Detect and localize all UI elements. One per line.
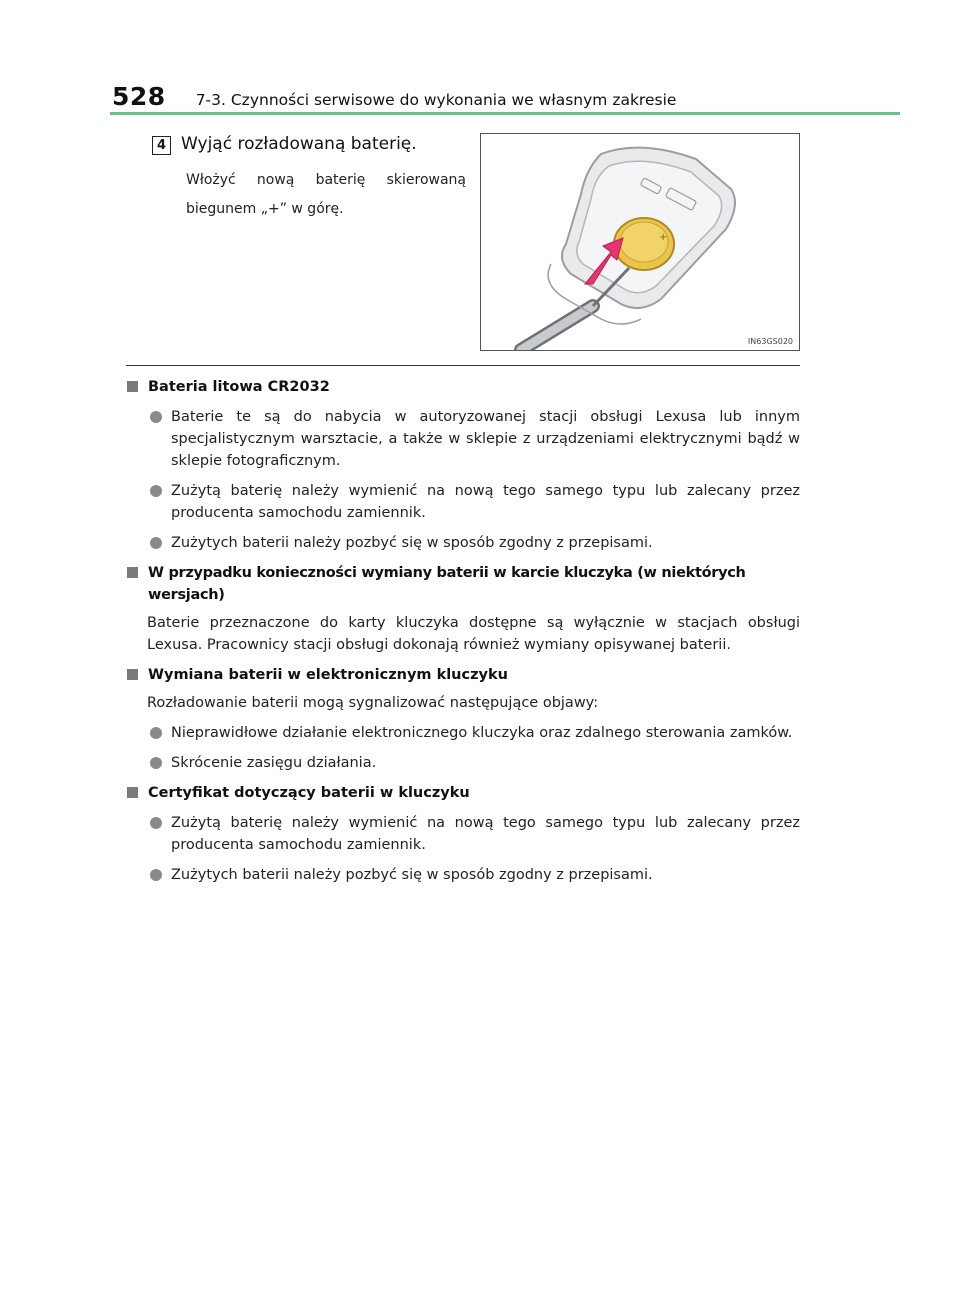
list-item [126,532,800,554]
list-item [126,722,800,744]
header-divider [110,112,900,115]
section-paragraph: Rozładowanie baterii mogą sygnalizować następujące objawy: [147,695,599,711]
section-title: W przypadku konieczności wymiany baterii w karcie kluczyka (w niektórych wersjach) [148,565,746,603]
section-title: Bateria litowa CR2032 [148,379,330,395]
step-number-badge: 4 [152,136,171,155]
key-fob-drawing [481,134,799,350]
square-bullet-icon [127,567,138,578]
section-divider [126,365,800,366]
circle-bullet-icon [150,537,162,549]
list-item [126,406,800,472]
section-heading [126,562,800,606]
section-heading [126,782,800,804]
circle-bullet-icon [150,485,162,497]
battery-plus-mark: + [659,232,668,243]
square-bullet-icon [127,787,138,798]
list-item-text: Zużytych baterii należy pozbyć się w sposób zgodny z przepisami. [171,535,653,551]
step-description: Włożyć nową baterię skierowaną biegunem „+” w górę. [186,172,466,217]
key-battery-illustration [480,133,800,351]
square-bullet-icon [127,669,138,680]
section-heading [126,376,800,398]
list-item-text: Skrócenie zasięgu działania. [171,755,377,771]
page-header [112,82,676,111]
section-paragraph: Baterie przeznaczone do karty kluczyka dostępne są wyłącznie w stacjach obsługi Lexusa. Pracownicy stacji obsługi dokonają również wymiany opisywanej baterii. [147,615,800,653]
section-title: Certyfikat dotyczący baterii w kluczyku [148,785,470,801]
circle-bullet-icon [150,411,162,423]
circle-bullet-icon [150,727,162,739]
square-bullet-icon [127,381,138,392]
list-item [126,812,800,856]
notes-section [126,376,800,886]
list-item [126,752,800,774]
circle-bullet-icon [150,869,162,881]
list-item-text: Zużytych baterii należy pozbyć się w sposób zgodny z przepisami. [171,867,653,883]
list-item [126,480,800,524]
chapter-title: 7-3. Czynności serwisowe do wykonania we własnym zakresie [195,91,677,109]
list-item-text: Nieprawidłowe działanie elektronicznego kluczyka oraz zdalnego sterowania zamków. [171,725,793,741]
circle-bullet-icon [150,817,162,829]
section-title: Wymiana baterii w elektronicznym kluczyku [148,667,508,683]
circle-bullet-icon [150,757,162,769]
page-number: 528 [112,82,166,111]
list-item-text: Baterie te są do nabycia w autoryzowanej stacji obsługi Lexusa lub innym specjalistycznym warsztacie, a także w sklepie z urządzeniami elektrycznymi bądź w sklepie fotograficznym. [171,409,800,469]
list-item [126,864,800,886]
step-title: Wyjąć rozładowaną baterię. [181,134,417,154]
section-heading [126,664,800,686]
figure-code: IN63GS020 [747,337,793,346]
list-item-text: Zużytą baterię należy wymienić na nową tego samego typu lub zalecany przez producenta samochodu zamiennik. [171,815,800,853]
list-item-text: Zużytą baterię należy wymienić na nową tego samego typu lub zalecany przez producenta samochodu zamiennik. [171,483,800,521]
